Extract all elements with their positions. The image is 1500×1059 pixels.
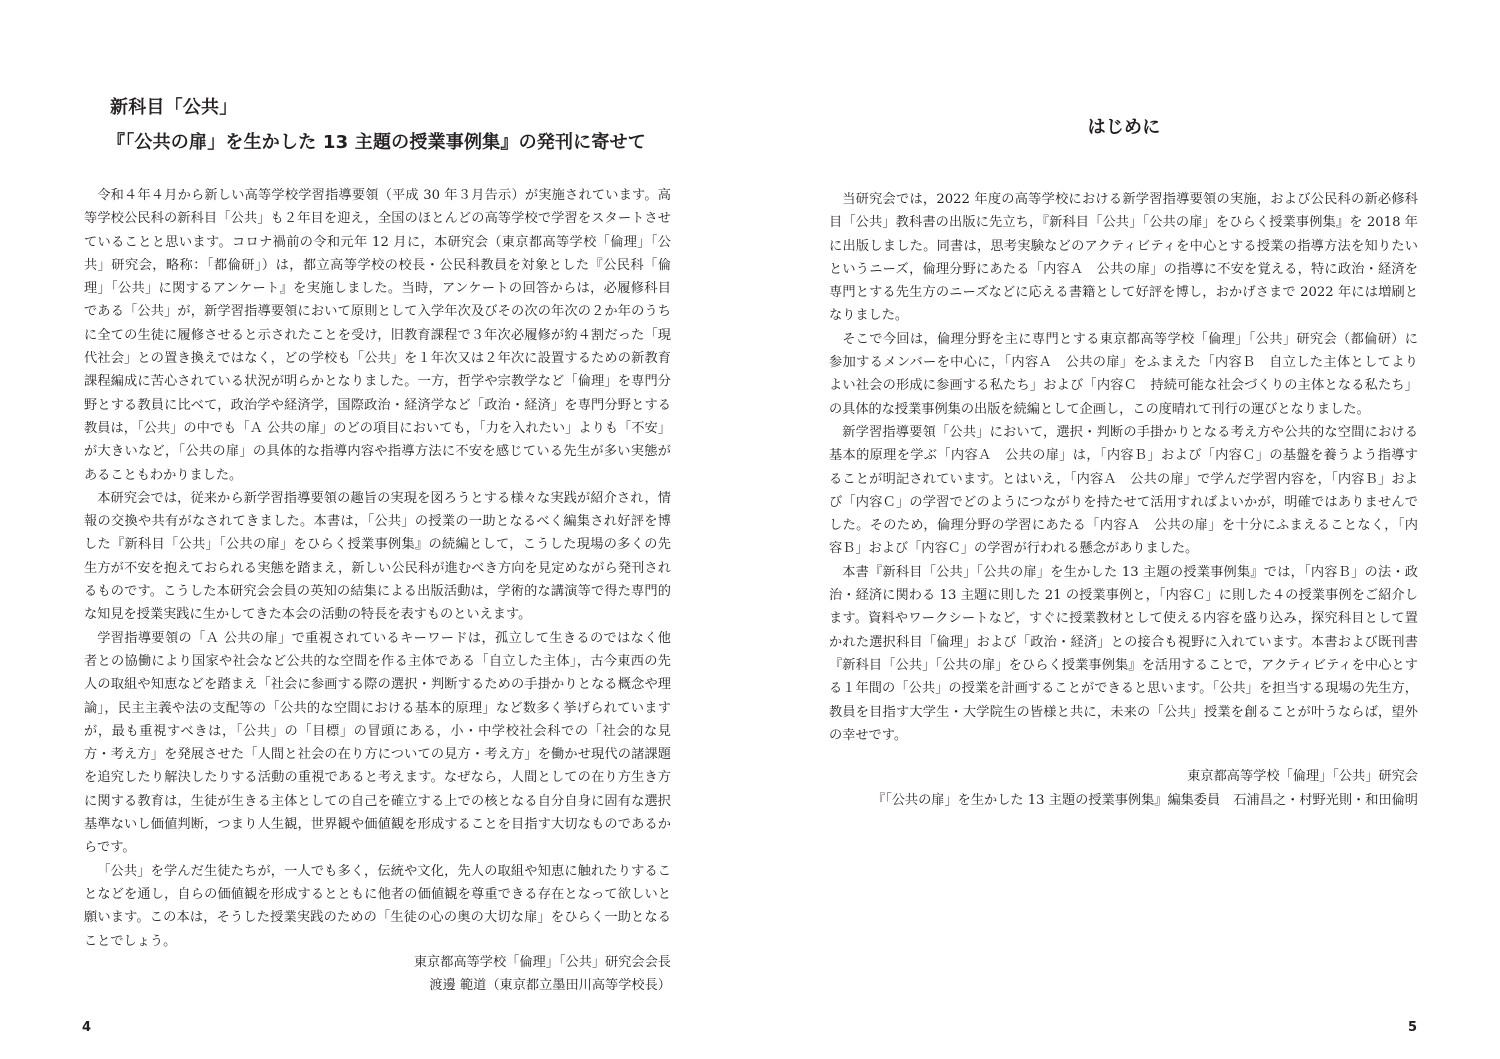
paragraph — [84, 487, 671, 627]
text-line: ることが明記されています。とはいえ，「内容Ａ 公共の扉」で学んだ学習内容を，「内容Ｂ」およ — [829, 471, 1418, 487]
text-line: るものです。こうした本研究会会員の英知の結集による出版活動は，学術的な講演等で得た専門的 — [84, 584, 671, 600]
text-line: を追究したり解決したりする活動の重視であると考えます。なぜなら，人間としての在り方生き方 — [84, 770, 671, 786]
text-line: よい社会の形成に参画する私たち」および「内容Ｃ 持続可能な社会づくりの主体となる私たち」 — [829, 378, 1418, 394]
page-number: 4 — [82, 1020, 92, 1035]
text-line: 者との協働により国家や社会など公共的な空間を作る主体である「自立した主体」，古今東西の先 — [84, 653, 671, 669]
text-line: 本書『新科目「公共」「公共の扉」を生かした 13 主題の授業事例集』では，「内容Ｂ」の法・政 — [842, 564, 1418, 580]
text-line: した『新科目「公共」「公共の扉」をひらく授業事例集』の続編として，こうした現場の多くの先 — [84, 537, 671, 553]
text-line: 『新科目「公共」「公共の扉」をひらく授業事例集』を活用することで，アクティビティを中心とす — [829, 657, 1418, 673]
text-line: 基準ないし価値判断，つまり人生観，世界観や価値観を形成することを目指す大切なものであるか — [84, 817, 671, 833]
text-line: に出版しました。同書は，思考実験などのアクティビティを中心とする授業の指導方法を知りたい — [829, 238, 1418, 254]
text-line: な知見を授業実践に生かしてきた本会の活動の特長を表すものといえます。 — [84, 607, 532, 623]
text-line: の幸せです。 — [829, 727, 908, 743]
signature — [829, 765, 1418, 813]
paragraph — [84, 860, 671, 953]
text-line: ことでしょう。 — [84, 933, 177, 949]
paragraph — [829, 188, 1418, 328]
page-number: 5 — [1408, 1020, 1418, 1035]
text-line: に関する教育は，生徒が生きる主体としての自己を確立する上での核となる自分自身に固有な選択 — [84, 793, 671, 809]
text-line: 容Ｂ」および「内容Ｃ」の学習が行われる懸念がありました。 — [829, 541, 1199, 557]
right-page — [750, 0, 1500, 1059]
paragraph — [829, 561, 1418, 747]
text-line: 学習指導要領の「Ａ 公共の扉」で重視されているキーワードは，孤立して生きるのではなく他 — [97, 630, 671, 646]
text-line: 参加するメンバーを中心に，「内容Ａ 公共の扉」をふまえた「内容Ｂ 自立した主体としてより — [829, 355, 1418, 371]
signature-line: 東京都高等学校「倫理」「公共」研究会会長 — [413, 955, 671, 970]
text-line: 生方が不安を抱えておられる実態を踏まえ，新しい公民科が進むべき方向を見定めながら発刊され — [84, 560, 671, 576]
text-line: 野とする教員に比べて，政治学や経済学，国際政治・経済学など「政治・経済」を専門分野とする — [84, 397, 671, 413]
paragraph — [829, 328, 1418, 421]
text-line: る１年間の「公共」の授業を計画することができると思います。「公共」を担当する現場の先生方， — [829, 681, 1418, 697]
text-line: 願います。この本は，そうした授業実践のための「生徒の心の奥の大切な扉」をひらく一助となる — [84, 910, 671, 926]
text-line: の具体的な授業事例集の出版を続編として企画し，この度晴れて刊行の運びとなりました。 — [829, 401, 1370, 417]
text-line: 代社会」との置き換えではなく，どの学校も「公共」を１年次又は２年次に設置するための新教育 — [84, 351, 671, 367]
text-line: 報の交換や共有がなされてきました。本書は，「公共」の授業の一助となるべく編集され好評を博 — [84, 514, 671, 530]
text-line: らです。 — [84, 840, 136, 856]
text-line: そこで今回は，倫理分野を主に専門とする東京都高等学校「倫理」「公共」研究会（都倫研）に — [842, 331, 1418, 347]
signature-line: 渡邊 範道（東京都立墨田川高等学校長） — [429, 978, 671, 994]
text-line: 当研究会では，2022 年度の高等学校における新学習指導要領の実施，および公民科の新必修科 — [842, 192, 1418, 207]
text-line: に全ての生徒に履修させると示されたことを受け，旧教育課程で３年次必履修が約４割だった「現 — [84, 327, 671, 343]
text-line: 教員を目指す大学生・大学院生の皆様と共に，未来の「公共」授業を創ることが叶うならば，望外 — [829, 704, 1418, 720]
text-line: が大きいなど，「公共の扉」の具体的な指導内容や指導方法に不安を感じている先生が多い実態が — [84, 444, 671, 460]
body-text — [829, 188, 1418, 747]
text-line: となどを通し，自らの価値観を形成するとともに他者の価値観を尊重できる存在となって欲しいと — [84, 886, 671, 902]
text-line: 課程編成に苦心されている状況が明らかとなりました。一方，哲学や宗教学など「倫理」を専門分 — [84, 374, 671, 390]
paragraph — [829, 421, 1418, 561]
page-title-line-2: 『「公共の扉」を生かした 13 主題の授業事例集』の発刊に寄せて — [107, 132, 646, 153]
paragraph — [84, 627, 671, 860]
text-line: なりました。 — [829, 308, 909, 324]
text-line: 基本的原理を学ぶ「内容Ａ 公共の扉」は，「内容Ｂ」および「内容Ｃ」の基盤を養うよう指導す — [829, 448, 1418, 464]
text-line: ていることと思います。コロナ禍前の令和元年 12 月に，本研究会（東京都高等学校「倫理」「公 — [84, 234, 671, 250]
text-line: 等学校公民科の新科目「公共」も２年目を迎え，全国のほとんどの高等学校で学習をスタートさせ — [84, 211, 671, 227]
text-line: である「公共」が，新学習指導要領において原則として入学年次及びその次の年次の２か年のうち — [84, 304, 671, 320]
text-line: 共」研究会，略称：「都倫研」）は，都立高等学校の校長・公民科教員を対象とした『公民科「倫 — [84, 257, 671, 273]
text-line: 令和４年４月から新しい高等学校学習指導要領（平成 30 年３月告示）が実施されています。高 — [97, 188, 671, 203]
text-line: かれた選択科目「倫理」および「政治・経済」との接合も視野に入れています。本書および既刊書 — [829, 634, 1418, 650]
text-line: 治・経済に関わる 13 主題に則した 21 の授業事例と，「内容Ｃ」に則した４の授業事例をご紹介し — [829, 588, 1418, 604]
text-line: 人の取組や知恵などを踏まえ「社会に参画する際の選択・判断するための手掛かりとなる概念や理 — [84, 677, 671, 693]
text-line: というニーズ，倫理分野にあたる「内容Ａ 公共の扉」の指導に不安を覚える，特に政治・経済を — [829, 261, 1418, 277]
text-line: 論」，民主主義や法の支配等の「公共的な空間における基本的原理」など数多く挙げられています — [84, 700, 671, 716]
signature — [84, 951, 671, 998]
paragraph — [84, 184, 671, 487]
text-line: 「公共」を学んだ生徒たちが，一人でも多く，伝統や文化，先人の取組や知恵に触れたりするこ — [97, 863, 671, 879]
signature-line: 『「公共の扉」を生かした 13 主題の授業事例集』編集委員 石浦昌之・村野光則・和田倫明 — [871, 793, 1418, 808]
text-line: 方・考え方」を発展させた「人間と社会の在り方についての見方・考え方」を働かせ現代の諸課題 — [84, 747, 671, 763]
text-line: 本研究会では，従来から新学習指導要領の趣旨の実現を図ろうとする様々な実践が紹介され，情 — [97, 490, 671, 506]
page-title-line-1: 新科目「公共」 — [110, 97, 238, 118]
text-line: 目「公共」教科書の出版に先立ち，『新科目「公共」「公共の扉」をひらく授業事例集』を 2018 年 — [829, 215, 1418, 231]
text-line: び「内容Ｃ」の学習でどのようにつながりを持たせて活用すればよいかが，明確ではありませんで — [829, 494, 1418, 510]
text-line: ます。資料やワークシートなど，すぐに授業教材として使える内容を盛り込み，探究科目として置 — [829, 611, 1418, 627]
text-line: 専門とする先生方のニーズなどに応える書籍として好評を博し，おかげさまで 2022 年には増刷と — [829, 285, 1418, 301]
text-line: あることもわかりました。 — [84, 467, 243, 483]
page-title: はじめに — [1087, 117, 1161, 138]
signature-line: 東京都高等学校「倫理」「公共」研究会 — [1187, 769, 1418, 784]
text-line: が，最も重視すべきは，「公共」の「目標」の冒頭にある，小・中学校社会科での「社会的な見 — [84, 723, 671, 739]
text-line: 教員は，「公共」の中でも「Ａ 公共の扉」のどの項目においても，「力を入れたい」よりも「不安」 — [84, 420, 671, 436]
text-line: 新学習指導要領「公共」において，選択・判断の手掛かりとなる考え方や公共的な空間における — [842, 424, 1418, 440]
text-line: した。そのため，倫理分野の学習にあたる「内容Ａ 公共の扉」を十分にふまえることなく，「内 — [829, 518, 1418, 534]
body-text — [84, 184, 671, 953]
text-line: 理」「公共」に関するアンケート』を実施しました。当時，アンケートの回答からは，必履修科目 — [84, 281, 671, 297]
